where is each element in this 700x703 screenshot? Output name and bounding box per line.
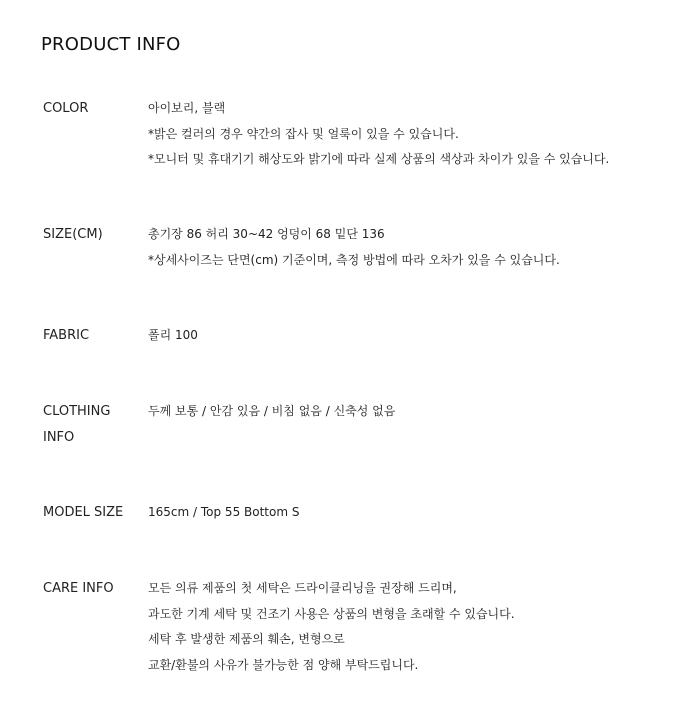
row-value-line: 교환/환불의 사유가 불가능한 점 양해 부탁드립니다. xyxy=(148,657,419,672)
row-label-text: MODEL SIZE xyxy=(43,505,124,520)
row-value xyxy=(148,96,696,173)
row-value-line: 165cm / Top 55 Bottom S xyxy=(148,505,300,519)
row-value xyxy=(148,399,696,425)
row-label-text: CLOTHING xyxy=(43,404,111,419)
row-label-text: SIZE(CM) xyxy=(43,227,103,242)
row-label xyxy=(43,399,143,451)
page-title: PRODUCT INFO xyxy=(41,34,181,55)
row-label xyxy=(43,323,143,349)
row-value xyxy=(148,500,696,526)
row-value-line: 세탁 후 발생한 제품의 훼손, 변형으로 xyxy=(148,632,345,646)
row-value xyxy=(148,222,696,273)
row-label xyxy=(43,222,143,248)
row-value-line: *밝은 컬러의 경우 약간의 잡사 및 얼룩이 있을 수 있습니다. xyxy=(148,126,459,141)
row-value-line: 총기장 86 허리 30~42 엉덩이 68 밑단 136 xyxy=(148,227,385,241)
row-value-line: *상세사이즈는 단면(cm) 기준이며, 측정 방법에 따라 오차가 있을 수 있습니다. xyxy=(148,252,560,267)
row-value xyxy=(148,576,696,678)
row-label xyxy=(43,500,143,526)
row-label-text: INFO xyxy=(43,430,75,445)
row-label xyxy=(43,96,143,122)
row-value-line: 모든 의류 제품의 첫 세탁은 드라이클리닝을 권장해 드리며, xyxy=(148,581,457,595)
row-label-text: COLOR xyxy=(43,101,89,116)
row-label-text: CARE INFO xyxy=(43,581,114,596)
row-label-text: FABRIC xyxy=(43,328,90,343)
row-value-line: 폴리 100 xyxy=(148,328,198,342)
row-value-line: 두께 보통 / 안감 있음 / 비침 없음 / 신축성 없음 xyxy=(148,404,396,418)
row-label xyxy=(43,576,143,602)
row-value-line: *모니터 및 휴대기기 해상도와 밝기에 따라 실제 상품의 색상과 차이가 있을 수 있습니다. xyxy=(148,152,610,166)
row-value xyxy=(148,323,696,349)
row-value-line: 과도한 기계 세탁 및 건조기 사용은 상품의 변형을 초래할 수 있습니다. xyxy=(148,606,515,621)
row-value-line: 아이보리, 블랙 xyxy=(148,101,226,115)
